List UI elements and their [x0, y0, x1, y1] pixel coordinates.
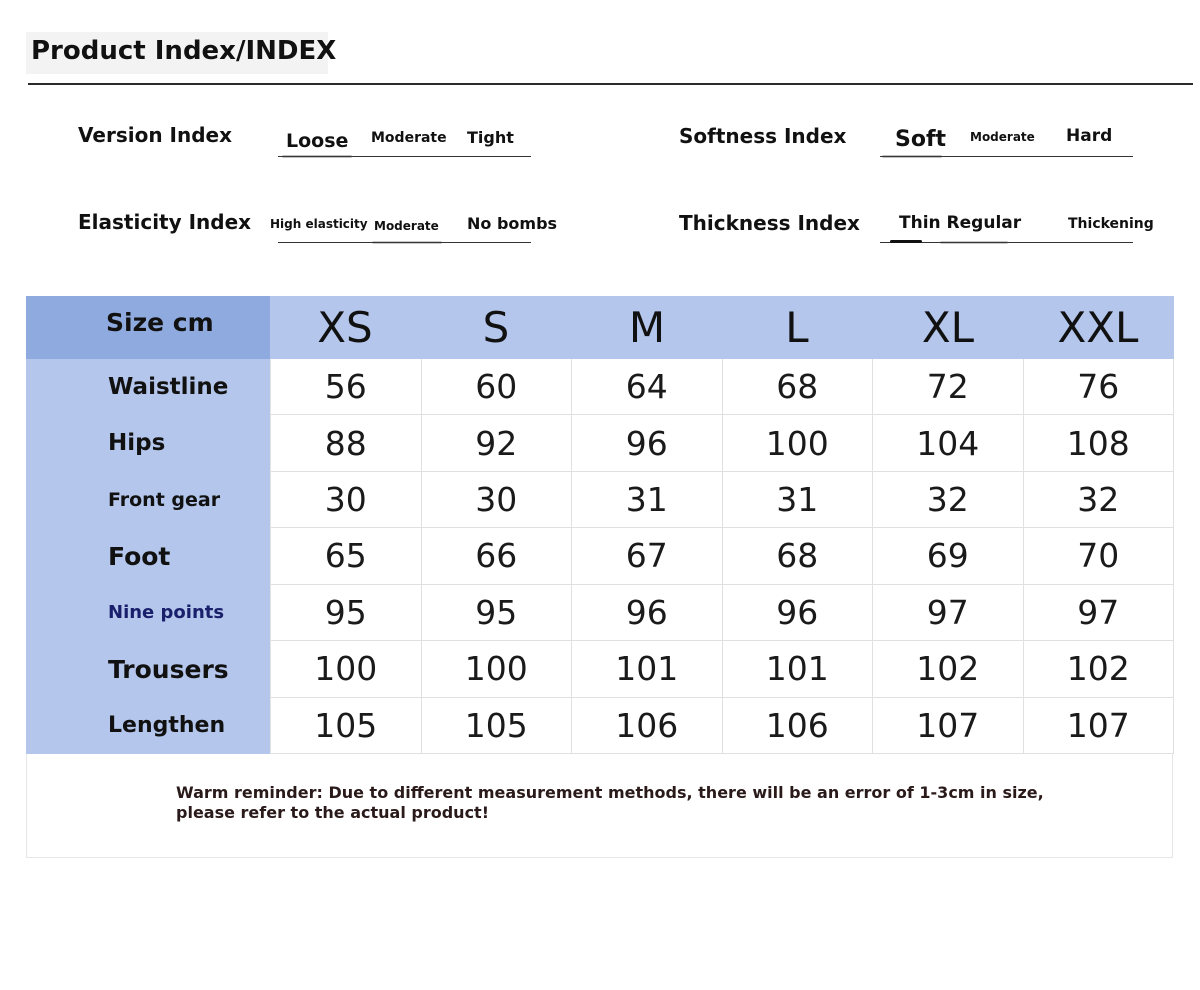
- row-label-hips: Hips: [108, 430, 166, 456]
- table-cell: 95: [422, 585, 573, 641]
- elasticity-option-moderate: Moderate: [374, 219, 439, 233]
- softness-option-moderate: Moderate: [970, 130, 1035, 144]
- table-cell: 108: [1024, 415, 1175, 471]
- table-cell: 104: [873, 415, 1024, 471]
- size-header-xl: XL: [921, 303, 975, 352]
- size-header-m: M: [628, 303, 666, 352]
- table-cell: 106: [572, 698, 723, 754]
- table-cell: 101: [572, 641, 723, 697]
- size-values-grid: [270, 359, 1174, 754]
- table-cell: 100: [422, 641, 573, 697]
- table-cell: 102: [1024, 641, 1175, 697]
- table-cell: 32: [1024, 472, 1175, 528]
- softness-option-soft: Soft: [895, 127, 947, 152]
- version-option-tight: Tight: [467, 128, 514, 147]
- table-cell: 100: [271, 641, 422, 697]
- table-cell: 32: [873, 472, 1024, 528]
- thickness-option-thickening: Thickening: [1068, 216, 1154, 232]
- table-cell: 30: [271, 472, 422, 528]
- table-cell: 96: [572, 415, 723, 471]
- elasticity-option-no-bombs: No bombs: [467, 214, 558, 233]
- softness-option-hard: Hard: [1066, 126, 1113, 146]
- row-label-foot: Foot: [108, 541, 171, 571]
- table-cell: 107: [873, 698, 1024, 754]
- thickness-secondary-marker: [940, 241, 1008, 244]
- size-header-xs: XS: [317, 303, 373, 352]
- table-cell: 70: [1024, 528, 1175, 584]
- size-header-xxl: XXL: [1057, 303, 1139, 352]
- elasticity-index-label: Elasticity Index: [78, 210, 252, 234]
- size-unit-label: Size cm: [106, 308, 214, 337]
- table-cell: 68: [723, 359, 874, 415]
- reminder-box: [26, 754, 1173, 858]
- table-cell: 69: [873, 528, 1024, 584]
- version-index-label: Version Index: [78, 123, 232, 147]
- row-label-waistline: Waistline: [108, 374, 229, 400]
- table-cell: 105: [271, 698, 422, 754]
- table-cell: 66: [422, 528, 573, 584]
- row-label-trousers: Trousers: [108, 654, 229, 684]
- table-cell: 31: [572, 472, 723, 528]
- table-cell: 95: [271, 585, 422, 641]
- table-cell: 97: [873, 585, 1024, 641]
- table-cell: 92: [422, 415, 573, 471]
- thickness-index-label: Thickness Index: [679, 211, 860, 235]
- size-table: [26, 296, 1174, 754]
- version-option-loose: Loose: [286, 130, 349, 152]
- table-cell: 97: [1024, 585, 1175, 641]
- size-header-s: S: [482, 303, 510, 352]
- table-cell: 68: [723, 528, 874, 584]
- table-cell: 106: [723, 698, 874, 754]
- table-cell: 96: [572, 585, 723, 641]
- table-cell: 64: [572, 359, 723, 415]
- title-divider: [28, 83, 1193, 85]
- table-cell: 72: [873, 359, 1024, 415]
- row-label-nine-points: Nine points: [108, 601, 225, 623]
- version-selected-marker: [282, 155, 352, 158]
- page-title: Product Index/INDEX: [31, 36, 337, 66]
- elasticity-selected-marker: [372, 241, 442, 244]
- row-label-lengthen: Lengthen: [108, 712, 226, 738]
- softness-selected-marker: [882, 155, 942, 158]
- version-option-moderate: Moderate: [371, 130, 447, 146]
- thickness-option-thin-regular: Thin Regular: [899, 213, 1022, 233]
- warm-reminder-text: Warm reminder: Due to different measurement methods, there will be an error of 1-3cm in size, please refer to the actual product!: [176, 783, 1044, 822]
- table-cell: 102: [873, 641, 1024, 697]
- elasticity-option-high: High elasticity: [270, 217, 368, 231]
- table-cell: 56: [271, 359, 422, 415]
- table-cell: 105: [422, 698, 573, 754]
- table-cell: 60: [422, 359, 573, 415]
- size-header-l: L: [785, 303, 809, 352]
- table-cell: 31: [723, 472, 874, 528]
- table-cell: 107: [1024, 698, 1175, 754]
- table-cell: 100: [723, 415, 874, 471]
- table-cell: 101: [723, 641, 874, 697]
- table-cell: 30: [422, 472, 573, 528]
- thickness-selected-marker: [890, 240, 922, 243]
- row-label-front-gear: Front gear: [108, 489, 221, 511]
- table-cell: 88: [271, 415, 422, 471]
- table-cell: 96: [723, 585, 874, 641]
- table-cell: 65: [271, 528, 422, 584]
- table-cell: 67: [572, 528, 723, 584]
- table-cell: 76: [1024, 359, 1175, 415]
- softness-index-label: Softness Index: [679, 124, 847, 148]
